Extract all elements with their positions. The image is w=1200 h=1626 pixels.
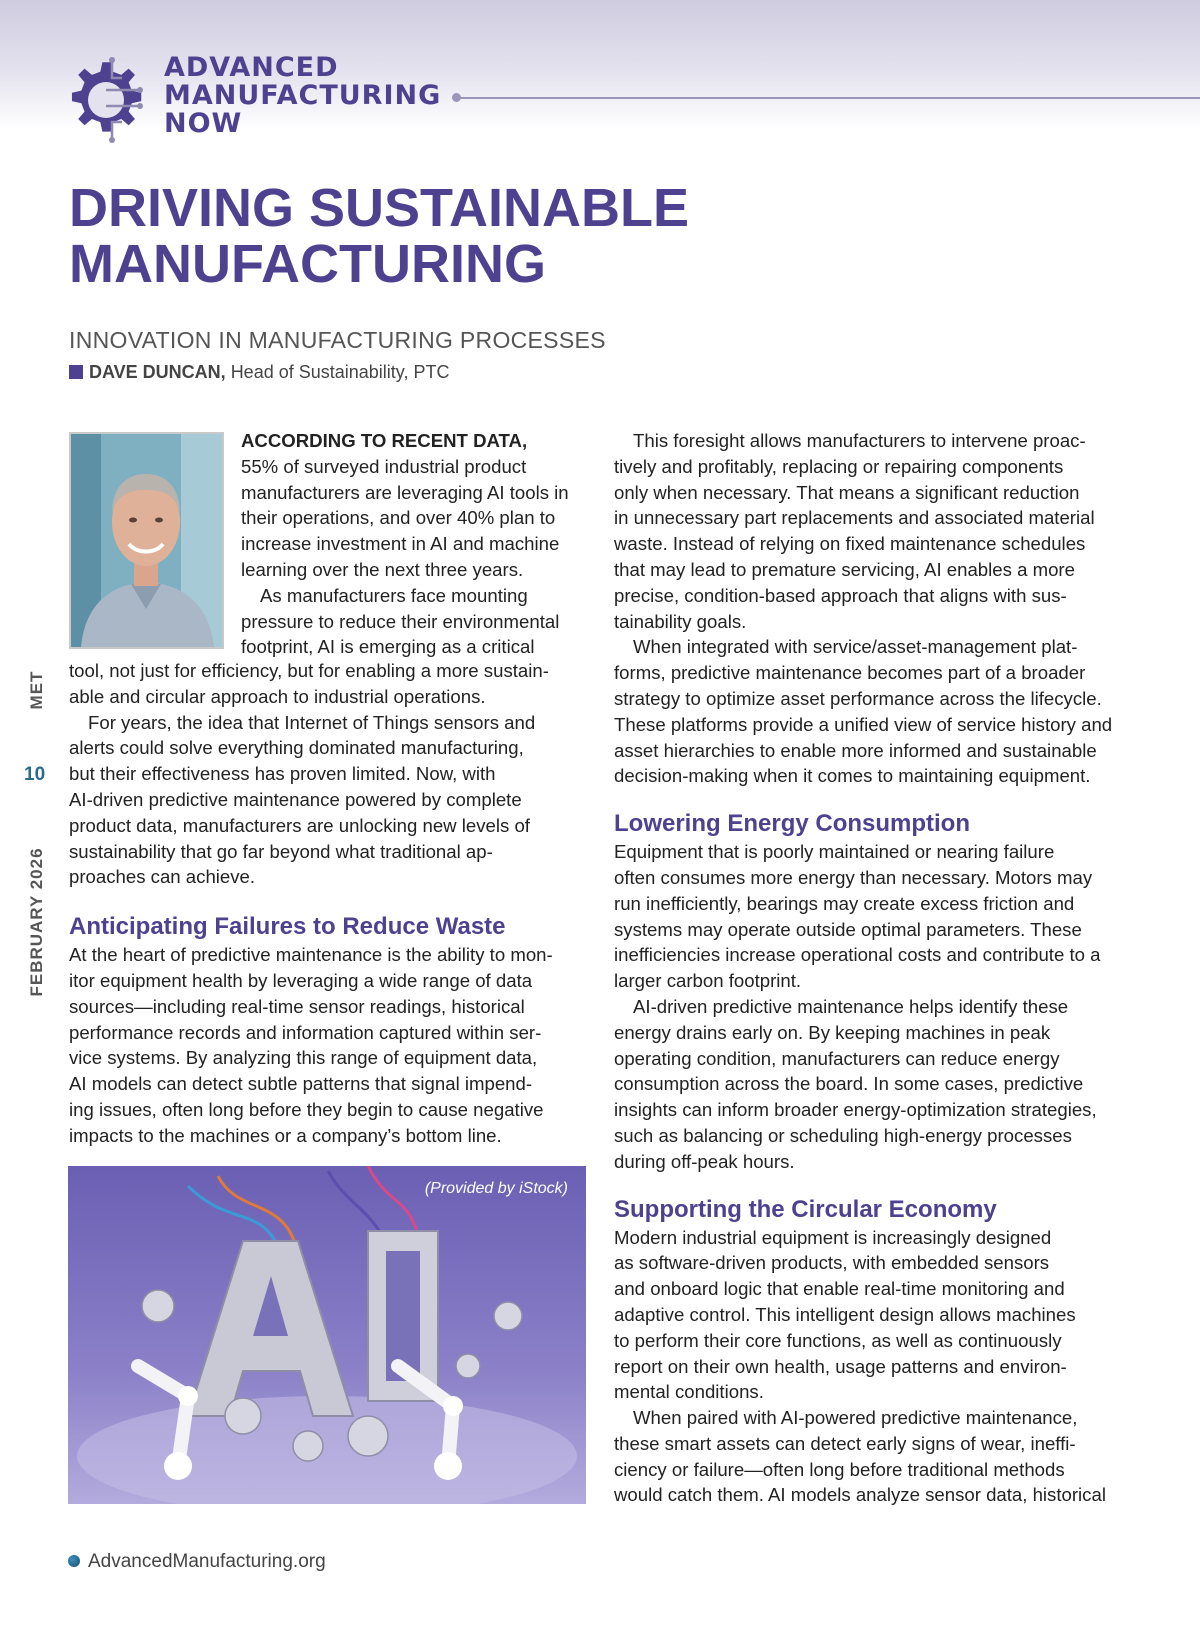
text-line: larger carbon footprint. [614,970,802,992]
text-line: AI models can detect subtle patterns that signal impend- [69,1073,533,1095]
text-line: learning over the next three years. [241,558,524,580]
text-line: When paired with AI-powered predictive maintenance, [633,1407,1078,1429]
text-line: manufacturers are leveraging AI tools in [241,481,569,503]
paragraph [69,942,581,1148]
text-line: AI-driven predictive maintenance helps identify these [633,995,1069,1017]
left-column-text [69,658,581,1149]
header-rule [458,97,1200,99]
text-line: At the heart of predictive maintenance is the ability to mon- [69,944,553,966]
article-subtitle: INNOVATION IN MANUFACTURING PROCESSES [69,327,606,353]
text-line: mental conditions. [614,1381,764,1403]
author-photo [69,432,224,649]
text-line: These platforms provide a unified view of service history and [614,713,1113,735]
text-line: When integrated with service/asset-management plat- [633,636,1078,658]
left-column-wrapped-text [241,428,581,660]
issue-date: FEBRUARY 2026 [27,847,46,997]
text-line: able and circular approach to industrial operations. [69,685,486,707]
text-line: that may lead to premature servicing, AI enables a more [614,558,1075,580]
image-credit: (Provided by iStock) [424,1180,568,1197]
author-portrait-icon [71,434,222,647]
text-line: decision-making when it comes to maintaining equipment. [614,765,1091,787]
paragraph [69,658,581,710]
text-line: their operations, and over 40% plan to [241,507,556,529]
logo-line-3: NOW [164,108,243,139]
text-line: but their effectiveness has proven limited. Now, with [69,763,496,785]
robotics-illustration [68,1166,586,1504]
text-line: adaptive control. This intelligent design allows machines [614,1303,1076,1325]
robot-arms-letter-a-illustration-icon [68,1166,586,1504]
text-line: operating condition, manufacturers can reduce energy [614,1047,1060,1069]
text-line: vice systems. By analyzing this range of equipment data, [69,1047,538,1069]
globe-icon [68,1555,80,1567]
text-line: in unnecessary part replacements and associated material [614,507,1095,529]
paragraph [614,634,1134,789]
logo-line-2: MANUFACTURING [164,80,442,111]
text-line: For years, the idea that Internet of Things sensors and [88,711,536,733]
article-title [69,180,869,292]
text-line: performance records and information captured within ser- [69,1021,542,1043]
text-line: and onboard logic that enable real-time monitoring and [614,1278,1065,1300]
paragraph [614,1225,1134,1406]
text-line: tively and profitably, replacing or repairing components [614,455,1064,477]
title-line-2: MANUFACTURING [69,234,546,294]
text-line: asset hierarchies to enable more informed and sustainable [614,739,1097,761]
text-line: impacts to the machines or a company’s bottom line. [69,1124,502,1146]
text-line: AI-driven predictive maintenance powered by complete [69,788,522,810]
text-line: strategy to optimize asset performance across the lifecycle. [614,687,1102,709]
text-line: Modern industrial equipment is increasingly designed [614,1226,1052,1248]
text-line: insights can inform broader energy-optimization strategies, [614,1099,1097,1121]
paragraph [614,839,1134,994]
text-line: ing issues, often long before they begin to cause negative [69,1098,544,1120]
right-column-text [614,428,1134,1508]
text-line: itor equipment health by leveraging a wide range of data [69,969,533,991]
text-line: This foresight allows manufacturers to intervene proac- [633,430,1086,451]
side-publication: MET [27,670,46,710]
intro-paragraph [241,428,581,583]
footer [68,1551,326,1573]
section-heading: Supporting the Circular Economy [614,1195,997,1223]
paragraph [241,583,581,660]
text-line: sources—including real-time sensor readings, historical [69,995,525,1017]
text-line: precise, condition-based approach that aligns with sus- [614,584,1067,606]
text-line: consumption across the board. In some cases, predictive [614,1073,1084,1095]
text-line: these smart assets can detect early signs of wear, ineffi- [614,1432,1076,1454]
logo-line-1: ADVANCED [164,52,339,83]
text-line: proaches can achieve. [69,866,256,888]
text-line: Equipment that is poorly maintained or nearing failure [614,841,1055,863]
author-role: Head of Sustainability, PTC [230,362,450,382]
paragraph [614,428,1134,634]
text-line: pressure to reduce their environmental [241,610,560,632]
text-line: run inefficiently, bearings may create excess friction and [614,892,1075,914]
text-line: tool, not just for efficiency, but for enabling a more sustain- [69,660,549,681]
byline-square-icon [69,365,83,379]
title-line-1: DRIVING SUSTAINABLE [69,178,690,238]
text-line: waste. Instead of relying on fixed maintenance schedules [614,533,1086,555]
text-line: tainability goals. [614,610,747,632]
text-line: systems may operate outside optimal parameters. These [614,918,1082,940]
text-line: report on their own health, usage patterns and environ- [614,1355,1067,1377]
text-line: during off-peak hours. [614,1150,795,1172]
byline [69,362,449,383]
text-line: only when necessary. That means a significant reduction [614,481,1080,503]
lead-in: ACCORDING TO RECENT DATA, [241,430,528,451]
paragraph [69,710,581,891]
text-line: to perform their core functions, as well as continuously [614,1329,1062,1351]
paragraph [614,1405,1134,1508]
publication-logo-wordmark [164,54,441,138]
text-line: ciency or failure—often long before traditional methods [614,1458,1065,1480]
paragraph [614,994,1134,1175]
text-line: 55% of surveyed industrial product [241,455,527,477]
text-line: sustainability that go far beyond what traditional ap- [69,840,493,862]
text-line: inefficiencies increase operational costs and contribute to a [614,944,1101,966]
text-line: As manufacturers face mounting [260,584,528,606]
text-line: often consumes more energy than necessary. Motors may [614,866,1093,888]
text-line: energy drains early on. By keeping machines in peak [614,1021,1051,1043]
text-line: as software-driven products, with embedded sensors [614,1252,1050,1274]
text-line: forms, predictive maintenance becomes part of a broader [614,662,1086,684]
gear-circuit-logo-icon [60,50,160,146]
section-heading: Lowering Energy Consumption [614,810,971,838]
section-heading: Anticipating Failures to Reduce Waste [69,913,506,941]
author-name: DAVE DUNCAN, [89,362,226,382]
website-link[interactable]: AdvancedManufacturing.org [88,1551,326,1572]
page-number: 10 [24,764,46,785]
text-line: product data, manufacturers are unlocking new levels of [69,814,530,836]
text-line: would catch them. AI models analyze sensor data, historical [614,1484,1106,1506]
text-line: increase investment in AI and machine [241,533,560,555]
text-line: footprint, AI is emerging as a critical [241,636,535,658]
text-line: alerts could solve everything dominated manufacturing, [69,737,524,759]
text-line: such as balancing or scheduling high-energy processes [614,1124,1072,1146]
